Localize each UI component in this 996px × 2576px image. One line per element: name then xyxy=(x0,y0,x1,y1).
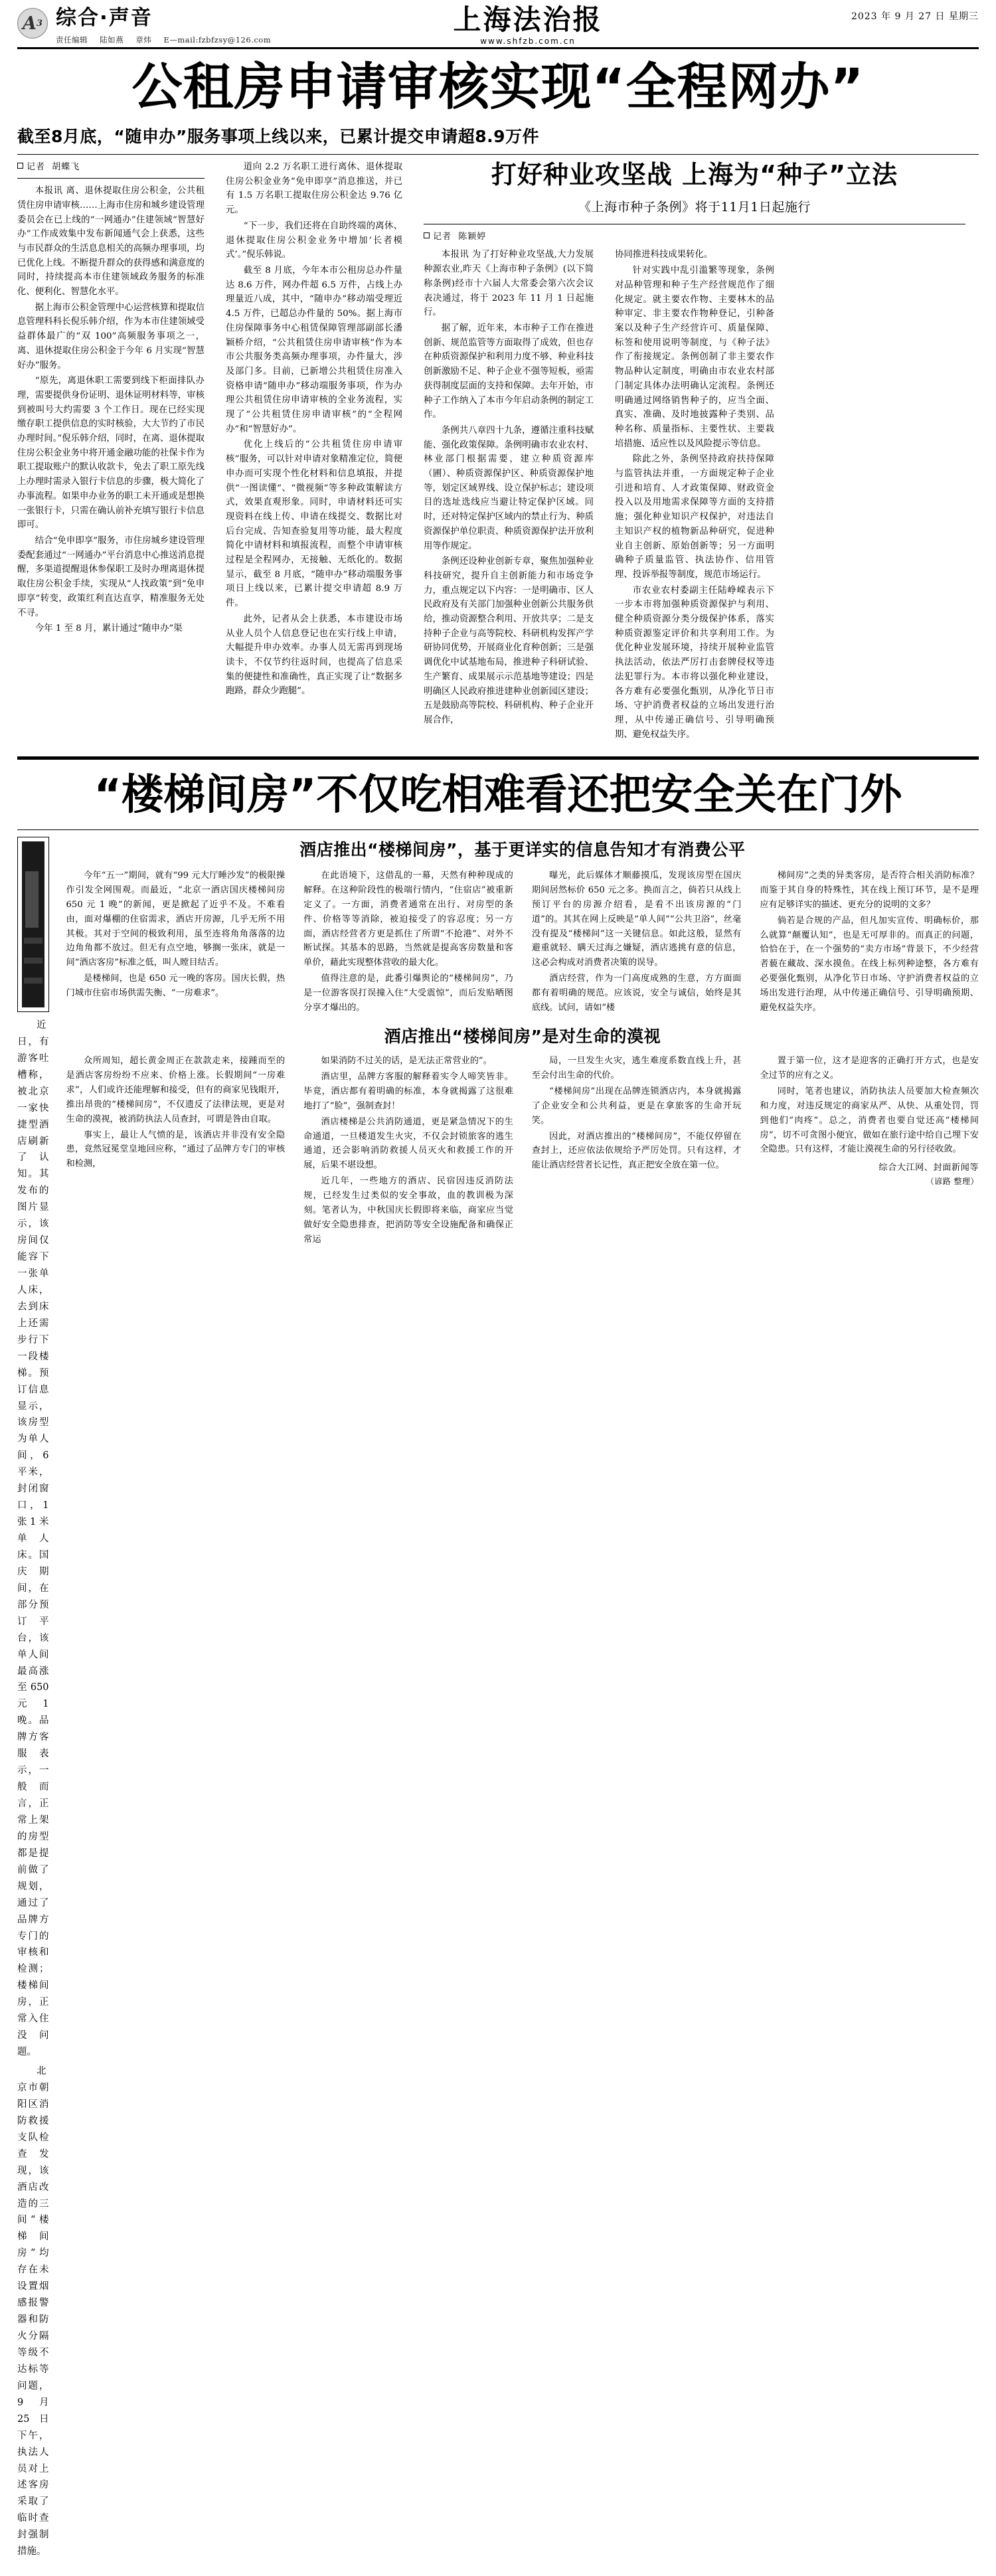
lead-byline xyxy=(17,160,205,174)
page-number-badge xyxy=(17,8,48,39)
contact-email: E—mail:fzbfzsy@126.com xyxy=(163,35,272,45)
paragraph: 条例共八章四十九条，遵循注重科技赋能、强化政策保障。条例明确市农业农村、林业部门根据需要，建立种质资源库（圃）、种质资源保护区、种质资源保护地等，划定区域界线、设立保护标志；建设项目的选址选线应当避让特定保护区域。同时，还对特定保护区域内的禁止行为、种质资源保护单位职责、种质资源保护法开放利用等作规定。 xyxy=(424,425,594,551)
masthead-left xyxy=(17,7,296,45)
section-title: 综合·声音 xyxy=(56,6,153,30)
paragraph: 梯间房”之类的异类客房，是否符合相关消防标准？而鉴于其自身的特殊性，其在线上预订环节，是不是理应有足够详实的描述、更充分的说明的文多？ xyxy=(760,870,979,910)
paragraph: 本报讯 为了打好种业攻坚战,大力发展种源农业,昨天《上海市种子条例》(以下简称条例)经市十六届人大常委会第六次会议表决通过，将于 2023 年 11 月 1 日起施行。 xyxy=(424,250,594,318)
paper-website-url[interactable]: www.shfzb.com.cn xyxy=(480,37,576,46)
byline-label: 记者 xyxy=(27,162,46,173)
signoff-compiler: （谚路 整理） xyxy=(926,1177,979,1187)
paragraph: 酒店楼梯是公共消防通道，更是紧急情况下的生命通道，一旦楼道发生火灾，不仅会封锁旅客的逃生通道，还会影响消防救援人员灭火和救援工作的开展，后果不堪设想。 xyxy=(303,1116,513,1171)
byline-label: 记者 xyxy=(433,232,452,242)
sub-article xyxy=(413,160,965,743)
page-badge-number: 3 xyxy=(36,18,42,29)
sub-article-column-3 xyxy=(785,248,965,743)
paper-name: 上海法治报 xyxy=(453,3,603,36)
paragraph: 在此语境下，这借乱的一幕，天然有种种现成的解释。在这种阶段性的极端行情内，“住宿店”被重新定义了。一方面，消费者通常在出行、对房型的条件、价格等等消除，被迫接受了的容忍度；另一方面，酒店经营者方更是抓住了所谓“不抢港”、对外不断试探。其基本的思路，当然就是提高客房数量和客单价，藉此实现整体营收的最大化。 xyxy=(303,870,513,968)
paragraph: 协同推进科技成果转化。 xyxy=(614,250,713,260)
editor-label: 责任编辑 xyxy=(56,35,88,45)
byline-marker-icon xyxy=(17,163,23,169)
feature-right-column xyxy=(60,837,979,2563)
paragraph: 截至 8 月底，今年本市公租房总办件量达 8.6 万件，网办件超 6.5 万件，占线上办理量近八成，其中，“随申办”移动端受理近 4.5 万件，已超总办件量的 50%。据上海市住房保障事务中心租赁保障管理部副部长潘颖桥介绍，“公共租赁住房申请审核”作为本市公共服务类高频办理事项，办件量大，涉及部门多。目前，已新增公共租赁住房准入资格申请“随申办”移动端服务事项，作为办理公共租赁住房申请审核的全业务流程，实现了“公共租赁住房申请审核”的“全程网办”和“智慧好办”。 xyxy=(226,266,402,434)
feature-subtitle-1: 酒店推出“楼梯间房”，基于更详实的信息告知才有消费公平 xyxy=(299,839,746,859)
feature-col-4 xyxy=(750,869,979,1017)
feature-left-column xyxy=(17,837,60,2563)
feature-col-3 xyxy=(523,869,751,1017)
paragraph: 市农业农村委副主任陆峥嵘表示下一步本市将加强种质资源保护与利用、健全种质资源分类分级保护体系，落实种质资源鉴定评价和共享利用工作。为优化种业发展环境，持续开展种业监管执法活动，依法严厉打击套牌侵权等违法犯罪行为。本市将以强化种业建设，各方难有必要强化甄别，从净化节日市场、守护消费者权益的立场出发进行治理，从中传递正确信号、引导明确预期、避免权益失序。 xyxy=(614,585,774,740)
paragraph: 酒店里，品牌方客服的解释着实令人啼笑皆非。毕竟，酒店都有着明确的标准，本身就揭露了这很难地打了“脸”，强制查封！ xyxy=(303,1071,513,1111)
paragraph: 值得注意的是，此番引爆舆论的“楼梯间房”，乃是一位游客误打误撞入住“大受震惊”，而后发贴晒图分享才爆出的。 xyxy=(303,974,513,1013)
paragraph: 倘若是合规的产品，但凡加实宣传、明确标价，那么就算“颠覆认知”，也是无可厚非的。而真正的问题，恰恰在于，在一个强势的“卖方市场”背景下，不少经营者藐在藏故、深水摸鱼。在线上标列种途整，各方难有必要强化甄别，从净化节日市场、守护消费者权益的立场出发进行治理，从中传递正确信号、引导明确预期、避免权益失序。 xyxy=(760,915,979,1013)
paragraph: 道向 2.2 万名职工进行离休、退休提取住房公积金业务“免申即享”消息推送，并已有 1.5 万名职工提取住房公积金达 9.76 亿元。 xyxy=(226,162,402,216)
paragraph: 是楼梯间，也是 650 元一晚的客房。国庆长假，热门城市住宿市场供需失衡、“一房难求”。 xyxy=(66,974,286,999)
lead-headline: 公租房申请审核实现“全程网办” xyxy=(131,57,865,116)
paragraph: 近日，有游客吐槽称，被北京一家快捷型酒店刷新了认知。其发布的图片显示，该房间仅能容下一张单人床，去到床上还需步行下一段楼梯。预订信息显示，该房型为单人间，6 平米，封闭窗口，1 张 1 米单人床。国庆期间，在部分预订平台，该单人间最高涨至 650 元 1 晚。品牌方客服表示，一般而言，正常上架的房型都是提前做了规划，通过了品牌方专门的审核和检测；楼梯间房，正常入住没问题。 xyxy=(17,1019,49,2058)
paragraph: 除此之外，条例坚持政府扶持保障与监管执法并重，一方面规定种子企业引进和培育、人才政策保障、财政资金投入以及用地需求保障等方面的支持措施；强化种业知识产权保护，对违法自主知识产权的植物新品种研究，促进种业自主创新、原始创新等；另一方面明确种子质量监管、执法协作、信用管理、投诉举报等制度，规范市场运行。 xyxy=(614,454,774,580)
sub-article-byline xyxy=(424,230,965,244)
feature-subsection-2-columns xyxy=(66,1054,979,1248)
paragraph: 置于第一位，这才是迎客的正确打开方式，也是安全过节的应有之义。 xyxy=(760,1056,979,1080)
paragraph: 北京市朝阳区消防救援支队检查发现，该酒店改造的三间“楼梯间房”均存在未设置烟感报警器和防火分隔等级不达标等问题，9 月 25 日下午，执法人员对上述客房采取了临时查封强制措施。 xyxy=(17,2066,49,2557)
paragraph: 据了解，近年来，本市种子工作在推进创新、规范监管等方面取得了成效，但也存在种质资源保护和利用力度不够、种业科技创新激励不足、种子企业不强等短板，亟需获得制度层面的支持和保障。去年开始，市种子工作纳入了本市今年启动条例的制定工作。 xyxy=(424,323,594,420)
feature2-col-4 xyxy=(750,1054,979,1248)
paragraph: 据上海市公积金管理中心运营核算和提取信息管理科科长倪乐韩介绍，作为本市住建领域受益群体最广的“双 100”高频服务事项之一，离、退休提取住房公积金于今年 6 月实现“智慧好办”服务。 xyxy=(17,302,205,371)
section-block xyxy=(56,7,280,45)
paragraph: 局，一旦发生火灾，逃生难度系数直线上升，甚至会付出生命的代价。 xyxy=(531,1056,742,1080)
byline-name: 陈颖婷 xyxy=(458,232,487,242)
byline-rule xyxy=(17,178,205,179)
sub-article-columns xyxy=(424,248,965,743)
feature2-col-2 xyxy=(294,1054,523,1248)
paragraph: 同时，笔者也建议，消防执法人员要加大检查频次和力度，对违反规定的商家从严、从快、从重处罚，罚到他们“肉疼”。总之，消费者也要自觉还高“楼梯间房”，切不可贪图小便宜，做如在旅行途中给自己埋下安全隐患。只有这样，才能让漠视生命的另行径收敛。 xyxy=(760,1086,979,1155)
paragraph: “原先，离退休职工需要到线下柜面排队办理，需要提供身份证明、退休证明材料等，审核到被叫号大约需要 3 个工作日。现在已经实现缴存职工提供信息的实时核验，大大节约了市民办理时间。”倪乐韩介绍，同时，在离、退休提取住房公积金业务中将开通金融功能的社保卡作为职工提取账户的默认收款卡，免去了职工原先线上办理时需录入银行卡信息的步骤，极大简化了办事流程。如果申办业务的职工未开通或是想换一张银行卡，只需在确认前补充填写银行卡信息即可。 xyxy=(17,376,205,531)
paragraph: “楼梯间房”出现在品牌连锁酒店内，本身就揭露了企业安全和公共利益，更是在拿旅客的生命开玩笑。 xyxy=(531,1086,742,1126)
paragraph: 条例还设种业创新专章，聚焦加强种业科技研究，提升自主创新能力和市场竞争力，重点规定以下内容：一是明确市、区人民政府及有关部门加强种业创新公共服务供给，推动资源整合利用、开放共享；二是支持种子企业与高等院校、科研机构发挥产学研协同优势，开展商业化育种创新；三是强调优化中试基地布局，推进种子科研试验、生产繁育、成果展示示范基地等建设；四是明确区人民政府推进建种业创新园区建设；五是鼓励高等院校、科研机构、种子企业开展合作， xyxy=(424,557,594,725)
paragraph: 事实上，最让人气愤的是，该酒店并非没有安全隐患，竟然冠冕堂皇地回应称，“通过了品牌方专门的审核和检测， xyxy=(66,1130,286,1169)
section-divider xyxy=(17,756,979,760)
stairwell-room-photo xyxy=(22,841,44,1007)
sub-article-column-1 xyxy=(424,248,604,743)
feature-subsection-1-columns xyxy=(66,869,979,1017)
main-column-area xyxy=(17,160,979,743)
paragraph: 结合“免申即享”服务，市住房城乡建设管理委配套通过“一网通办”平台消息中心推送消息提醒，多渠道提醒退休参保职工及时办理离退休提取住房公积金手续，实现从“人找政策”到“免申即享”转变，政策红利直达直享，精准服务无处不寻。 xyxy=(17,536,205,618)
paragraph: “下一步，我们还将在自助终端的离休、退休提取住房公积金业务中增加‘长者模式’。”倪乐韩说。 xyxy=(226,220,402,260)
feature-col-1 xyxy=(66,869,295,1017)
signoff-source: 综合大江网、封面新闻等 xyxy=(878,1163,979,1173)
paragraph: 今年 1 至 8 月，累计通过“随申办”渠 xyxy=(35,624,183,634)
article-signoff xyxy=(760,1161,979,1189)
sub-article-headline: 打好种业攻坚战 上海为“种子”立法 xyxy=(491,160,898,190)
lead-article-column-1 xyxy=(17,160,215,743)
masthead xyxy=(17,3,979,49)
byline-name: 胡蝶飞 xyxy=(52,162,80,173)
feature2-col-1 xyxy=(66,1054,295,1248)
page-badge-letter: A xyxy=(23,13,37,34)
feature2-col-3 xyxy=(523,1054,751,1248)
paragraph: 如果消防不过关的话，是无法正常营业的”。 xyxy=(321,1056,492,1066)
sub-article-column-2 xyxy=(604,248,785,743)
masthead-credits xyxy=(56,35,280,45)
feature-col-2 xyxy=(294,869,523,1017)
paragraph: 优化上线后的“公共租赁住房申请审核”服务，可以针对申请对象精准定位，简便申办而可实现个性化材料和信息填报，并提供“一图读懂”、“微视频”等多种政策解读方式，效果直观形象。同时，申请材料还可实现资料在线上传、申请在线提交、数据比对后台完成、告知查验复用等功能，最大程度简化中请材料和填报流程，而整个申请审核过程是全程网办，无接触、无纸化的。数据显示，截至 8 月底，“随申办”移动端服务事项日上线以来，已累计提交申请超 8.9 万件。 xyxy=(226,440,402,609)
feature-headline: “楼梯间房”不仅吃相难看还把安全关在门外 xyxy=(94,770,902,819)
paragraph: 因此，对酒店推出的“楼梯间房”，不能仅停留在查封上，还应依法依规给予严厉处罚。只有这样，才能让酒店经营者长记性，真正把安全放在第一位。 xyxy=(531,1131,742,1171)
paragraph: 针对实践中乱引滥繁等现象，条例对品种管理和种子生产经营规范作了细化规定。就主要农作物、主要林木的品种审定、非主要农作物种登记，引种备案以及种子生产经营许可、质量保障、标签和使用说明等制度，与《种子法》作了衔接规定。条例创制了非主要农作物品种认定制度，明确由市农业农村部门制定具体办法明确认定流程。条例还明确通过网络销售种子的，应当全面、真实、准确、及时地披露种子类别、品种名称、质量指标、主要性状、主要栽培措施、适应性以及风险提示等信息。 xyxy=(614,266,774,449)
photo-frame xyxy=(17,837,49,1012)
designer-name: 章炜 xyxy=(135,35,152,45)
feature-headline-rule xyxy=(17,829,979,830)
paragraph: 今年“五一”期间，就有“99 元大厅睡沙发”的极限操作引发全网围观。而最近，“北京一酒店国庆楼梯间房 650 元 1 晚”的新闻，更是掀起了近乎不及。不难看由，面对爆棚的住宿需求，酒店开房源，几乎无所不用其极。其对于空间的极致利用，虽至连将角角落落的边边角角都不放过。但无有点空地，够搁一张床，就是一间“酒店客房”标准之低，叫人瞠目结舌。 xyxy=(66,870,286,968)
paragraph: 近几年，一些地方的酒店、民宿因违反消防法规，已经发生过类似的安全事故，血的教训极为深刻。笔者认为，中秋国庆长假即将来临，商家应当觉做好安全隐患排查，把消防等安全设施配备和确保正常运 xyxy=(303,1176,513,1245)
feature-subtitle-2: 酒店推出“楼梯间房”是对生命的漠视 xyxy=(384,1027,661,1046)
sub-article-subhead: 《上海市种子条例》将于11月1日起施行 xyxy=(578,199,811,215)
paragraph: 曝光，此后媒体才顺藤摸瓜，发现该房型在国庆期间居然标价 650 元之多。换而言之，倘若只从线上预订平台的房源介绍看，是看不出该房源的“门道”的。其其在网上反映是“单人间”“公共卫浴”，丝毫没有提及“楼梯间”这一关键信息。如此这般，显然有避重就轻、瞒天过海之嫌疑，酒店逃挑有意的信息，这必会构成对消费者决策的误导。 xyxy=(531,870,742,968)
lead-headline-block xyxy=(17,57,979,155)
lead-subhead: 截至8月底，“随申办”服务事项上线以来，已累计提交申请超8.9万件 xyxy=(17,127,540,147)
lead-article-column-2 xyxy=(215,160,413,743)
paragraph: 众所周知，超长黄金周正在款款走来，接踵而至的是酒店客房纷纷不应来、价格上涨。长假期间“一房难求”，人们或许还能理解和接受，但有的商家见钱眼开，推出昂贵的“楼梯间房”，不仅遗反了法律法规，更是对生命的漠视，被消防执法人员查封，可谓是咎由自取。 xyxy=(66,1056,286,1124)
paragraph: 此外，记者从会上获悉，本市建设市场从业人员个人信息登记也在实行线上申请，大幅提升申办效率。办事人员无需再到现场读卡，不仅节约往返时间，也提高了信息采集的便捷性和准确性，真正实现了让“数据多跑路，群众少跑腿”。 xyxy=(226,614,402,697)
publication-date: 2023 年 9 月 27 日 星期三 xyxy=(851,11,979,22)
masthead-center xyxy=(296,5,760,46)
paragraph: 酒店经营，作为一门高度成熟的生意，方方面面都有着明确的规范。应该说，安全与诚信，始终是其底线。试问，请如“楼 xyxy=(531,974,742,1013)
headline-rule xyxy=(17,154,979,155)
feature-body xyxy=(17,837,979,2563)
byline-marker-icon xyxy=(424,232,430,238)
paragraph: 本报讯 离、退休提取住房公积金，公共租赁住房申请审核……上海市住房和城乡建设管理委员会在已上线的“一网通办”住建领域“智慧好办”工作成效集中发布新闻通气会上获悉，这些与市民群众的生活息息相关的高频办理事项，均已优化上线。不断提升群众的获得感和满意度的同时，持续提高本市住建领域政务服务的标准化、便利化、智慧化水平。 xyxy=(17,186,205,298)
editor-name: 陆如燕 xyxy=(100,35,124,45)
